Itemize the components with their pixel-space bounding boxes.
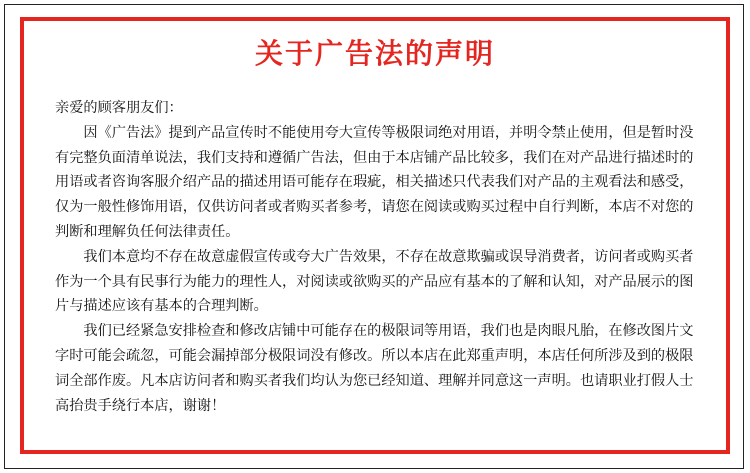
paragraph-no-intent: 我们本意均不存在故意虚假宣传或夸大广告效果，不存在故意欺骗或误导消费者，访问者或购买者作为一个具有民事行为能力的理性人，对阅读或欲购买的产品应有基本的了解和认知，对产品展示的图片与描述应该有基本的合理判断。 [55, 248, 694, 315]
notice-box [20, 17, 730, 454]
notice-title: 关于广告法的声明 [254, 37, 495, 70]
paragraph-declaration: 我们已经紧急安排检查和修改店铺中可能存在的极限词等用语，我们也是肉眼凡胎，在修改图片文字时可能会疏忽，可能会漏掉部分极限词没有修改。所以本店在此郑重声明，本店任何所涉及到的极限词全部作废。凡本店访问者和购买者我们均认为您已经知道、理解并同意这一声明。也请职业打假人士高抬贵手绕行本店，谢谢！ [55, 323, 694, 414]
greeting-line: 亲爱的顾客朋友们： [55, 100, 183, 116]
paragraph-advertising-law: 因《广告法》提到产品宣传时不能使用夸大宣传等极限词绝对用语，并明令禁止使用，但是暂时没有完整负面清单说法，我们支持和遵循广告法，但由于本店铺产品比较多，我们在对产品进行描述时的用语或者咨询客服介绍产品的描述用语可能存在瑕疵，相关描述只代表我们对产品的主观看法和感受，仅为一般性修饰用语，仅供访问者或者购买者参考，请您在阅读或购买过程中自行判断，本店不对您的判断和理解负任何法律责任。 [55, 124, 694, 240]
notice-body [55, 96, 703, 418]
